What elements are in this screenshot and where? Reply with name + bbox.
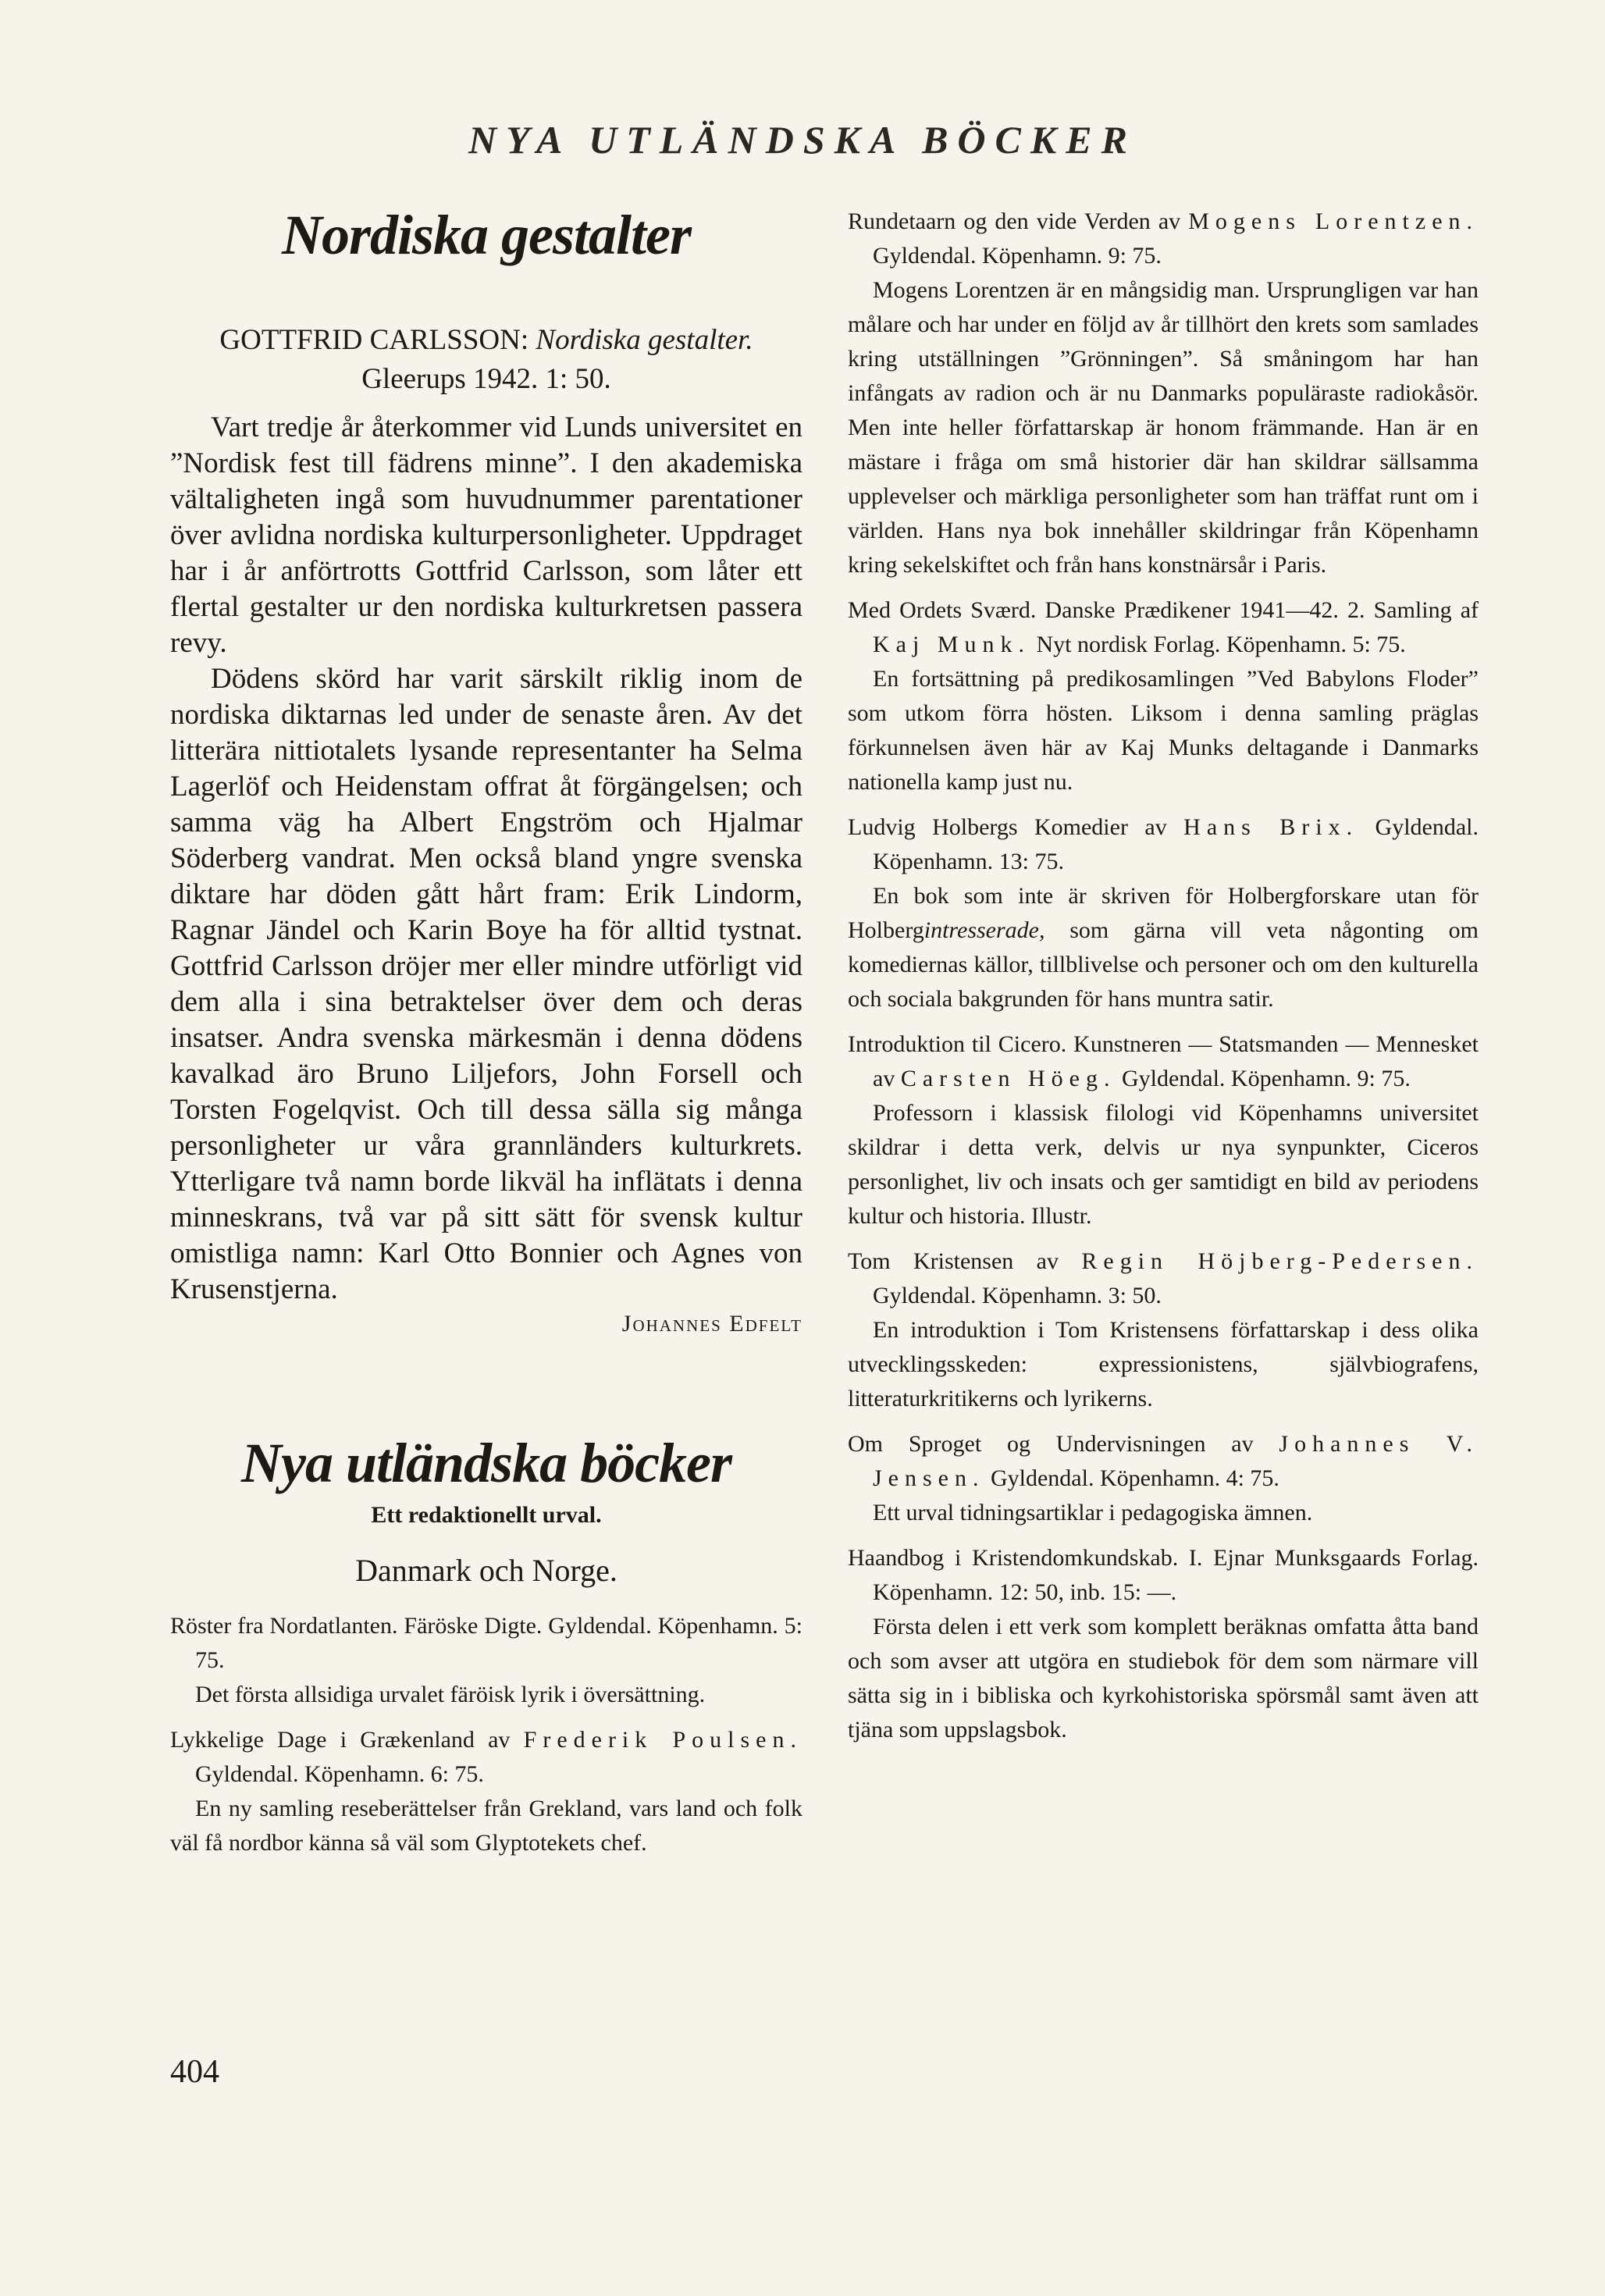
entry-title: Ludvig Holbergs Komedier av	[848, 814, 1167, 840]
book-entry	[170, 1609, 802, 1712]
entry-description-text: som gärna vill veta någonting om komediernas källor, tillblivelse och personer och om den kulturella och sociala bakgrunden för hans muntra satir.	[848, 917, 1479, 1012]
book-entry	[848, 205, 1479, 582]
entry-publisher: Gyldendal. Köpenhamn. 13: 75.	[873, 814, 1479, 874]
entry-publisher: Gyldendal. Köpenhamn. 4: 75.	[990, 1465, 1279, 1491]
section-title: Nya utländska böcker	[241, 1432, 731, 1495]
entry-description: Första delen i ett verk som komplett beräknas omfatta åtta band och som avser att utgöra en studiebok för dem som närmare vill sätta sig in i bibliska och kyrkohistoriska spörsmål samt även att tjäna som uppslagsbok.	[848, 1614, 1479, 1742]
review-title: Nordiska gestalter	[281, 204, 691, 266]
entry-title: Om Sproget og Undervisningen av	[848, 1431, 1254, 1457]
entry-description: Mogens Lorentzen är en mångsidig man. Ursprungligen var han målare och har under en följd av år tillhört den krets som samlades kring utställningen ”Grönningen”. Så småningom har han infångats av radion och är nu Danmarks populäraste radiokåsör. Men inte heller författarskap är honom främmande. Han är en mästare i fråga om små historier där han skildrar sällsamma upplevelser och märkliga personligheter som han träffat runt om i världen. Hans nya bok innehåller skildringar från Köpenhamn kring sekelskiftet och från hans konstnärsår i Paris.	[848, 277, 1479, 578]
entry-author: Mogens Lorentzen.	[1188, 208, 1479, 234]
entry-citation: Röster fra Nordatlanten. Färöske Digte. Gyldendal. Köpenhamn. 5: 75.	[170, 1613, 802, 1674]
entry-title: Introduktion til Cicero. Kunstneren — Statsmanden — Mennesket av	[848, 1031, 1479, 1091]
book-entry	[848, 1427, 1479, 1530]
review-publisher: Gleerups 1942. 1: 50.	[361, 363, 611, 396]
entry-citation	[848, 205, 1479, 273]
entry-description: Professorn i klassisk filologi vid Köpenhamns universitet skildrar i detta verk, delvis ur nya synpunkter, Ciceros personlighet, liv och insats och ger samtidigt en bild av periodens kultur och historia. Illustr.	[848, 1100, 1479, 1229]
book-entry	[848, 1244, 1479, 1416]
review-citation	[170, 321, 802, 399]
entry-publisher: Gyldendal. Köpenhamn. 6: 75.	[195, 1761, 484, 1788]
page-number: 404	[170, 2054, 219, 2090]
running-title: NYA UTLÄNDSKA BÖCKER	[468, 118, 1137, 162]
entry-description: En introduktion i Tom Kristensens författarskap i dess olika utvecklingsskeden: expressionistens, självbiografens, litteraturkritikerns och lyrikerns.	[848, 1317, 1479, 1411]
entry-citation	[848, 1427, 1479, 1496]
entry-citation	[848, 1027, 1479, 1096]
entry-citation	[848, 1244, 1479, 1313]
region-heading: Danmark och Norge.	[355, 1553, 617, 1589]
book-entry	[848, 1027, 1479, 1233]
entry-title: Lykkelige Dage i Grækenland av	[170, 1727, 511, 1753]
review-author: GOTTFRID CARLSSON:	[219, 324, 529, 357]
entry-citation	[170, 1723, 802, 1792]
review-paragraph: Vart tredje år återkommer vid Lunds universitet en ”Nordisk fest till fädrens minne”. I den akademiska vältaligheten ingå som huvudnummer parentationer över avlidna nordiska kulturpersonligheter. Uppdraget har i år anförtrotts Gottfrid Carlsson, som låter ett flertal gestalter ur den nordiska kulturkretsen passera revy.	[170, 411, 802, 660]
entry-description: Ett urval tidningsartiklar i pedagogiska ämnen.	[873, 1500, 1313, 1525]
book-entry	[848, 810, 1479, 1016]
entry-citation	[848, 593, 1479, 662]
section-subtitle: Ett redaktionellt urval.	[371, 1502, 602, 1529]
entry-title: Med Ordets Sværd. Danske Prædikener 1941—42. 2. Samling af	[848, 597, 1479, 623]
entry-author: Johannes V. Jensen.	[873, 1431, 1479, 1491]
entry-author: Carsten Höeg.	[900, 1066, 1116, 1091]
entry-title: Rundetaarn og den vide Verden av	[848, 208, 1181, 234]
review-body	[170, 410, 802, 1308]
entry-description-italic: intresserade,	[923, 917, 1045, 943]
book-entry	[170, 1723, 802, 1860]
entry-citation	[848, 810, 1479, 879]
book-entry	[848, 1541, 1479, 1747]
entry-publisher: Gyldendal. Köpenhamn. 9: 75.	[873, 243, 1162, 269]
entry-publisher: Gyldendal. Köpenhamn. 9: 75.	[1121, 1066, 1411, 1091]
review-signature: Johannes Edfelt	[621, 1311, 802, 1337]
entry-description	[848, 879, 1479, 1016]
right-column	[848, 205, 1479, 1758]
entry-description-text: En bok som inte är skriven för Holbergforskare utan för Holberg	[848, 883, 1479, 943]
entry-author: Hans Brix.	[1183, 814, 1359, 840]
entry-publisher: Gyldendal. Köpenhamn. 3: 50.	[873, 1283, 1162, 1308]
entry-description: Det första allsidiga urvalet färöisk lyrik i översättning.	[195, 1682, 706, 1708]
entry-description: En fortsättning på predikosamlingen ”Ved Babylons Floder” som utkom förra hösten. Liksom i denna samling präglas förkunnelsen även här av Kaj Munks deltagande i Danmarks nationella kamp just nu.	[848, 666, 1479, 795]
entry-author: Regin Höjberg-Pedersen.	[1081, 1248, 1479, 1274]
book-entry	[848, 593, 1479, 799]
entry-author: Frederik Poulsen.	[523, 1727, 802, 1753]
review-paragraph: Dödens skörd har varit särskilt riklig inom de nordiska diktarnas led under de senaste åren. Av det litterära nittiotalets lysande representanter ha Selma Lagerlöf och Heidenstam offrat åt förgängelsen; och samma väg ha Albert Engström och Hjalmar Söderberg vandrat. Men också bland yngre svenska diktare har döden gått hårt fram: Erik Lindorm, Ragnar Jändel och Karin Boye ha för alltid tystnat. Gottfrid Carlsson dröjer mer eller mindre utförligt vid dem alla i sina betraktelser över dem och deras insatser. Andra svenska märkesmän i denna dödens kavalkad äro Bruno Liljefors, John Forsell och Torsten Fogelqvist. Och till dessa sälla sig många personligheter ur våra grannländers kulturkrets. Ytterligare två namn borde likväl ha inflätats i denna minneskrans, två var på sitt sätt för svensk kultur omistliga namn: Karl Otto Bonnier och Agnes von Krusenstjerna.	[170, 663, 802, 1306]
entry-description: En ny samling reseberättelser från Grekland, vars land och folk väl få nordbor känna så väl som Glyptotekets chef.	[170, 1796, 802, 1856]
entry-title: Tom Kristensen av	[848, 1248, 1059, 1274]
left-column	[170, 205, 802, 1871]
review-book-title: Nordiska gestalter.	[536, 324, 753, 357]
entry-author: Kaj Munk.	[873, 632, 1030, 657]
entry-citation: Haandbog i Kristendomkundskab. I. Ejnar Munksgaards Forlag. Köpenhamn. 12: 50, inb. 15: —.	[848, 1545, 1479, 1605]
entry-publisher: Nyt nordisk Forlag. Köpenhamn. 5: 75.	[1036, 632, 1406, 657]
